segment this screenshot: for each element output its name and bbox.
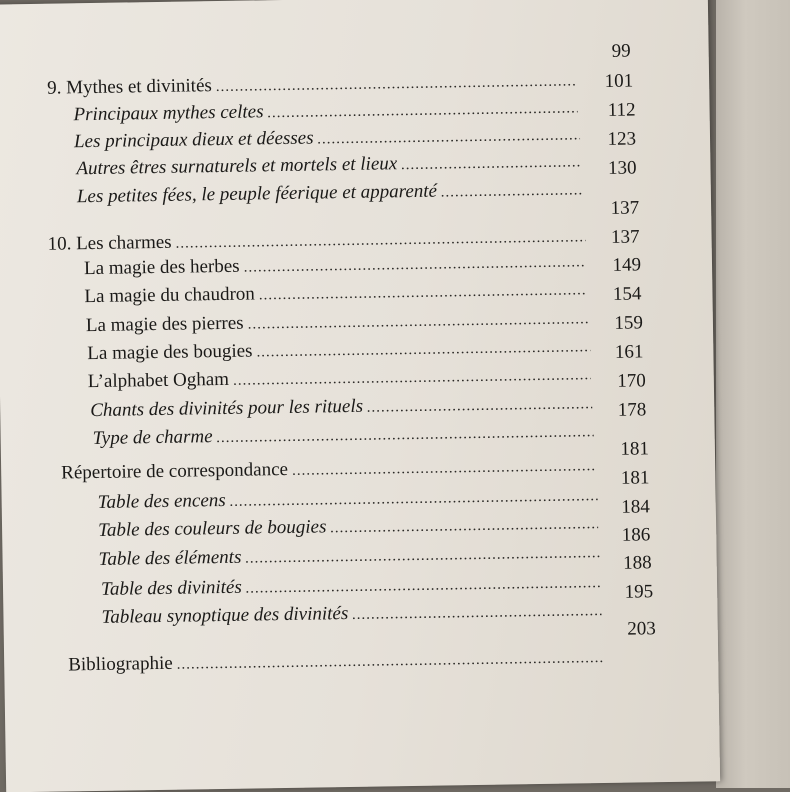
toc-chapter-title: Bibliographie — [68, 652, 173, 676]
leader-dots — [267, 100, 577, 122]
page-number: 195 — [624, 581, 654, 603]
page-number: 154 — [612, 283, 642, 305]
toc-entry-title: Table des couleurs de bougies — [97, 516, 327, 541]
toc-entry — [98, 541, 599, 571]
toc-entry — [84, 278, 587, 308]
toc-entry — [90, 392, 592, 422]
leader-dots — [292, 458, 595, 480]
toc-chapter-title: Répertoire de correspondance — [61, 458, 289, 484]
toc-entry-title: La magie du chaudron — [84, 283, 255, 308]
leader-dots — [216, 73, 576, 96]
page-number: 159 — [614, 312, 644, 334]
toc-entry-title: Les principaux dieux et déesses — [73, 127, 314, 153]
toc-chapter-entry — [68, 646, 604, 676]
page-number: 149 — [612, 254, 642, 276]
toc-entry-title: Principaux mythes celtes — [73, 101, 264, 126]
page-number: 181 — [620, 467, 650, 489]
toc-entry — [84, 250, 586, 280]
adjacent-page-edge — [716, 0, 790, 788]
page-number: 203 — [627, 618, 656, 640]
toc-chapter-title: 10. Les charmes — [47, 231, 172, 255]
leader-dots — [352, 603, 601, 624]
page-number: 99 — [611, 40, 631, 62]
leader-dots — [246, 575, 601, 598]
page-number: 130 — [607, 157, 637, 179]
leader-dots — [230, 488, 598, 511]
toc-entry-title: Autres êtres surnaturels et mortels et lieux — [76, 153, 398, 180]
leader-dots — [401, 154, 581, 174]
toc-entry-title: Les petites fées, le peuple féerique et apparenté — [76, 180, 438, 208]
toc-entry-title: Table des divinités — [100, 576, 242, 600]
toc-entry — [77, 178, 583, 208]
page-number: 137 — [610, 197, 640, 219]
toc-entry-title: L’alphabet Ogham — [87, 368, 230, 393]
page-number: 161 — [614, 341, 644, 363]
toc-entry — [87, 335, 590, 365]
leader-dots — [256, 339, 590, 361]
toc-entry — [88, 363, 591, 393]
toc-entry — [74, 123, 580, 153]
leader-dots — [248, 311, 589, 333]
leader-dots — [245, 545, 599, 568]
toc-entry-title: Type de charme — [92, 426, 213, 450]
toc-entry-title: Chants des divinités pour les rituels — [90, 395, 364, 422]
toc-entry — [93, 420, 594, 450]
leader-dots — [233, 367, 591, 390]
toc-entry-title: Table des encens — [97, 489, 226, 513]
leader-dots — [441, 182, 583, 201]
leader-dots — [244, 254, 587, 276]
toc-entry-title: La magie des pierres — [85, 312, 244, 337]
toc-entry — [86, 307, 589, 337]
toc-entry — [101, 599, 601, 629]
toc-entry-title: Tableau synoptique des divinités — [101, 603, 349, 628]
page-number: 186 — [621, 524, 651, 546]
toc-chapter-title: 9. Mythes et divinités — [47, 75, 212, 99]
toc-entry — [73, 96, 577, 126]
toc-entry — [101, 571, 601, 601]
leader-dots — [175, 229, 585, 252]
page-number: 184 — [621, 496, 650, 518]
page-number: 181 — [620, 438, 650, 460]
page-number: 112 — [607, 99, 636, 121]
page-number: 101 — [604, 70, 634, 92]
toc-entry-title: La magie des bougies — [87, 340, 253, 365]
page-number: 170 — [617, 370, 647, 392]
leader-dots — [317, 127, 580, 148]
leader-dots — [259, 282, 588, 304]
toc-entry-title: La magie des herbes — [83, 255, 240, 280]
toc-chapter-entry — [47, 69, 575, 99]
toc-entry — [76, 150, 581, 180]
toc-entry-title: Table des éléments — [98, 546, 242, 570]
toc-entry — [98, 512, 598, 542]
page-number: 178 — [617, 399, 647, 421]
toc-entry — [98, 484, 598, 514]
leader-dots — [216, 424, 593, 447]
page-number: 137 — [610, 226, 640, 248]
page-number: 188 — [623, 552, 652, 574]
leader-dots — [177, 650, 605, 674]
page-number: 123 — [607, 128, 637, 150]
leader-dots — [330, 516, 598, 537]
leader-dots — [367, 396, 592, 417]
toc-chapter-entry — [61, 454, 595, 484]
